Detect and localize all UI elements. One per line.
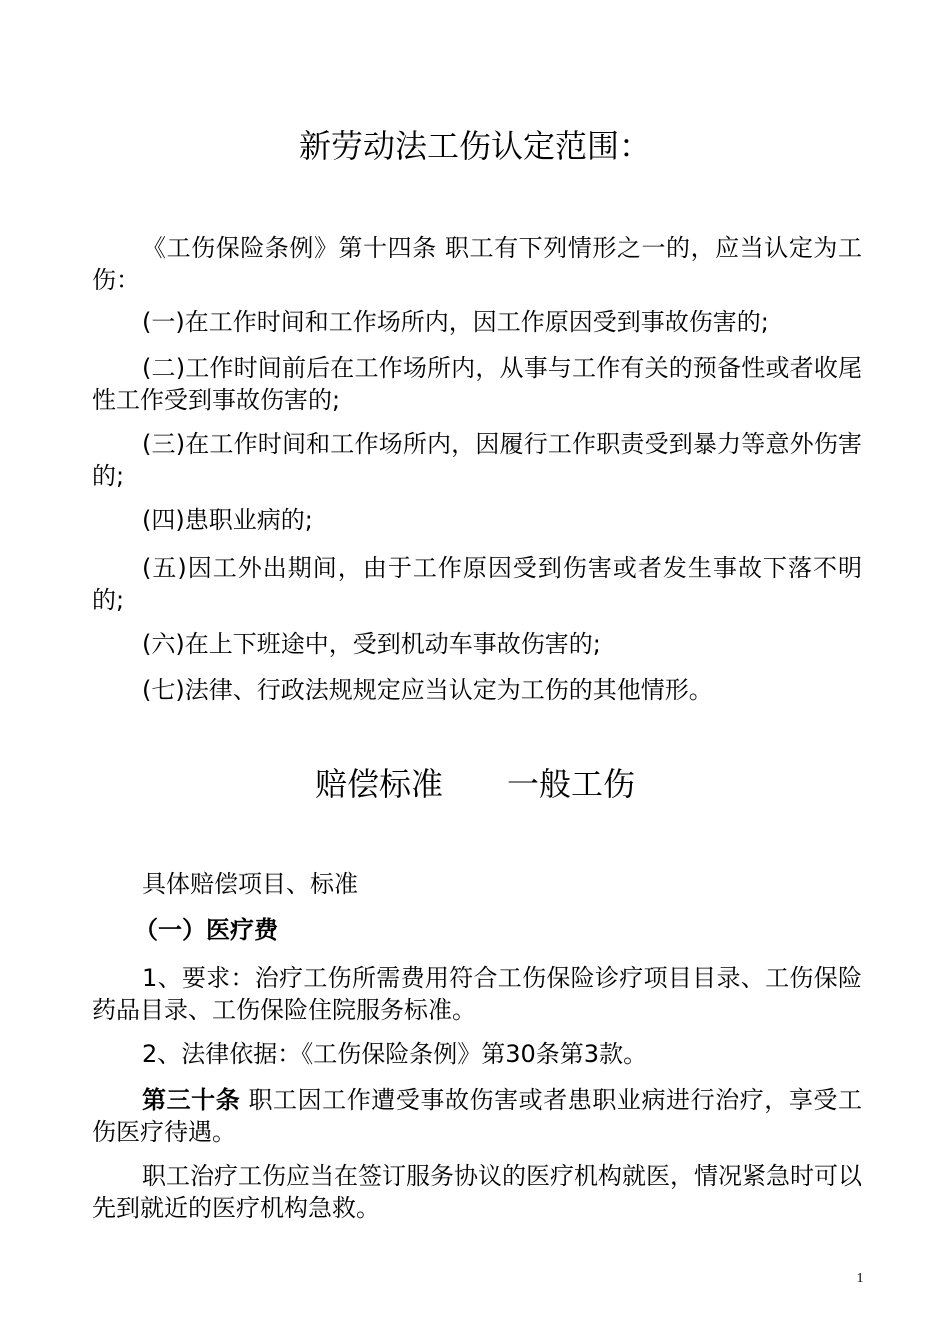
section-heading-medical-fees: （一）医疗费 — [134, 916, 278, 944]
list-item-6: (六)在上下班途中，受到机动车事故伤害的; — [142, 630, 601, 658]
paragraph-legal-basis: 2、法律依据：《工伤保险条例》第30条第3款。 — [142, 1040, 648, 1068]
list-item-1: (一)在工作时间和工作场所内，因工作原因受到事故伤害的; — [142, 308, 769, 336]
title-injury-scope: 新劳动法工伤认定范围： — [298, 127, 651, 165]
paragraph-intro: 《工伤保险条例》第十四条 职工有下列情形之一的，应当认定为工伤： — [92, 234, 862, 294]
paragraph-compensation-lead: 具体赔偿项目、标准 — [142, 870, 358, 898]
paragraph-article-30 — [92, 1084, 862, 1148]
paragraph-treatment: 职工治疗工伤应当在签订服务协议的医疗机构就医，情况紧急时可以先到就近的医疗机构急救。 — [92, 1162, 862, 1222]
list-item-5: (五)因工外出期间，由于工作原因受到伤害或者发生事故下落不明的; — [92, 554, 862, 614]
page-number: 1 — [856, 1271, 864, 1286]
paragraph-requirement: 1、要求：治疗工伤所需费用符合工伤保险诊疗项目目录、工伤保险药品目录、工伤保险住院服务标准。 — [92, 964, 862, 1024]
article-label: 第三十条 — [142, 1086, 241, 1114]
title-compensation-standard: 赔偿标准 一般工伤 — [314, 765, 635, 803]
list-item-4: (四)患职业病的; — [142, 506, 313, 534]
article-text: 职工因工作遭受事故伤害或者患职业病进行治疗，享受工伤医疗待遇。 — [92, 1086, 862, 1146]
list-item-3: (三)在工作时间和工作场所内，因履行工作职责受到暴力等意外伤害的; — [92, 430, 862, 490]
list-item-7: (七)法律、行政法规规定应当认定为工伤的其他情形。 — [142, 676, 713, 704]
list-item-2: (二)工作时间前后在工作场所内，从事与工作有关的预备性或者收尾性工作受到事故伤害的; — [92, 354, 862, 414]
